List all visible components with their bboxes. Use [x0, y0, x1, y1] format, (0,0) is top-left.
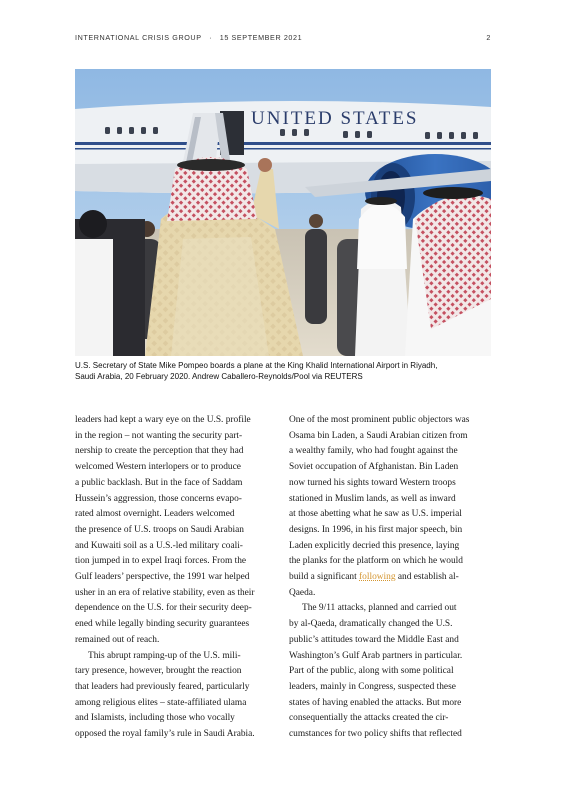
text-line: opposed the royal family’s rule in Saudi Arabia. [75, 729, 255, 740]
text-line: in the region – not wanting the security part- [75, 430, 243, 441]
publication-date: 15 SEPTEMBER 2021 [219, 33, 303, 42]
text-fragment: and establish al- [395, 572, 459, 583]
text-line: Part of the public, along with some political [289, 666, 454, 677]
text-line: dependence on the U.S. for their security deep- [75, 603, 252, 614]
text-line: nership to create the perception that they had [75, 446, 244, 457]
text-line: Gulf leaders’ perspective, the 1991 war helped [75, 572, 250, 583]
paragraph [75, 413, 277, 649]
right-column [289, 413, 491, 743]
text-line: the planks for the platform on which he would [289, 556, 463, 567]
text-line [289, 570, 491, 586]
following-link[interactable]: following [359, 572, 396, 583]
text-line: remained out of reach. [75, 634, 160, 645]
paragraph [75, 649, 277, 743]
text-line: The 9/11 attacks, planned and carried out [302, 603, 457, 614]
page-header [75, 33, 491, 42]
text-line: tary presence, however, brought the reaction [75, 666, 242, 677]
text-line: tion jumped in to expel Iraqi forces. From the [75, 556, 247, 567]
text-line: leaders, mainly in Congress, suspected these [289, 681, 456, 692]
text-line: among religious elites – state-affiliated ulama [75, 697, 247, 708]
text-fragment: build a significant [289, 572, 360, 583]
text-line: consequentially the attacks created the cir- [289, 713, 449, 724]
text-line: rated almost overnight. Leaders welcomed [75, 509, 235, 520]
text-line: Hussein’s aggression, those concerns evapo- [75, 493, 242, 504]
text-line: This abrupt ramping-up of the U.S. mili- [88, 650, 241, 661]
text-line: usher in an era of relative stability, even as their [75, 587, 255, 598]
text-line: leaders had kept a wary eye on the U.S. profile [75, 415, 251, 425]
text-line: by al-Qaeda, dramatically changed the U.S. [289, 619, 453, 630]
caption-line: U.S. Secretary of State Mike Pompeo boards a plane at the King Khalid International Airport in Riyadh, [75, 361, 438, 370]
publication-name: INTERNATIONAL CRISIS GROUP [75, 33, 202, 42]
header-separator: · [209, 33, 213, 42]
text-line: at those abetting what he saw as U.S. imperial [289, 509, 462, 520]
text-line: the presence of U.S. troops on Saudi Arabian [75, 524, 244, 535]
text-line: a public backlash. But in the face of Saddam [75, 477, 243, 488]
text-line: stationed in Muslim lands, as well as inward [289, 493, 456, 504]
text-line: a wealthy family, who had fought against the [289, 446, 458, 457]
text-line: Osama bin Laden, a Saudi Arabian citizen from [289, 430, 468, 441]
text-line: and Kuwaiti soil as a U.S.-led military coali- [75, 540, 243, 551]
text-line: and Islamists, including those who vocally [75, 713, 235, 724]
text-line: designs. In 1996, in his first major speech, bin [289, 524, 463, 535]
text-line: Soviet occupation of Afghanistan. Bin Laden [289, 462, 459, 473]
paragraph [289, 413, 491, 601]
text-line: ened while legally binding security guarantees [75, 619, 250, 630]
left-column [75, 413, 277, 743]
text-line: Qaeda. [289, 587, 316, 598]
caption-line: Saudi Arabia, 20 February 2020. Andrew Caballero-Reynolds/Pool via REUTERS [75, 372, 363, 381]
text-line: Laden explicitly decried this presence, laying [289, 540, 460, 551]
text-line: welcomed Western interlopers or to produce [75, 462, 241, 473]
photo-caption [75, 360, 491, 382]
text-line: now turned his sights toward Western troops [289, 477, 456, 488]
header-left [75, 33, 302, 42]
text-line: public’s attitudes toward the Middle East and [289, 634, 459, 645]
text-line: One of the most prominent public objectors was [289, 415, 470, 425]
paragraph [289, 601, 491, 742]
text-line: states of having enabled the attacks. But more [289, 697, 462, 708]
article-photo [75, 69, 491, 356]
text-line: that leaders had previously feared, particularly [75, 681, 250, 692]
page-number: 2 [486, 33, 491, 42]
text-line: Washington’s Gulf Arab partners in particular. [289, 650, 463, 661]
text-line: cumstances for two policy shifts that reflected [289, 729, 462, 740]
fuselage-lettering: UNITED STATES [251, 108, 419, 129]
